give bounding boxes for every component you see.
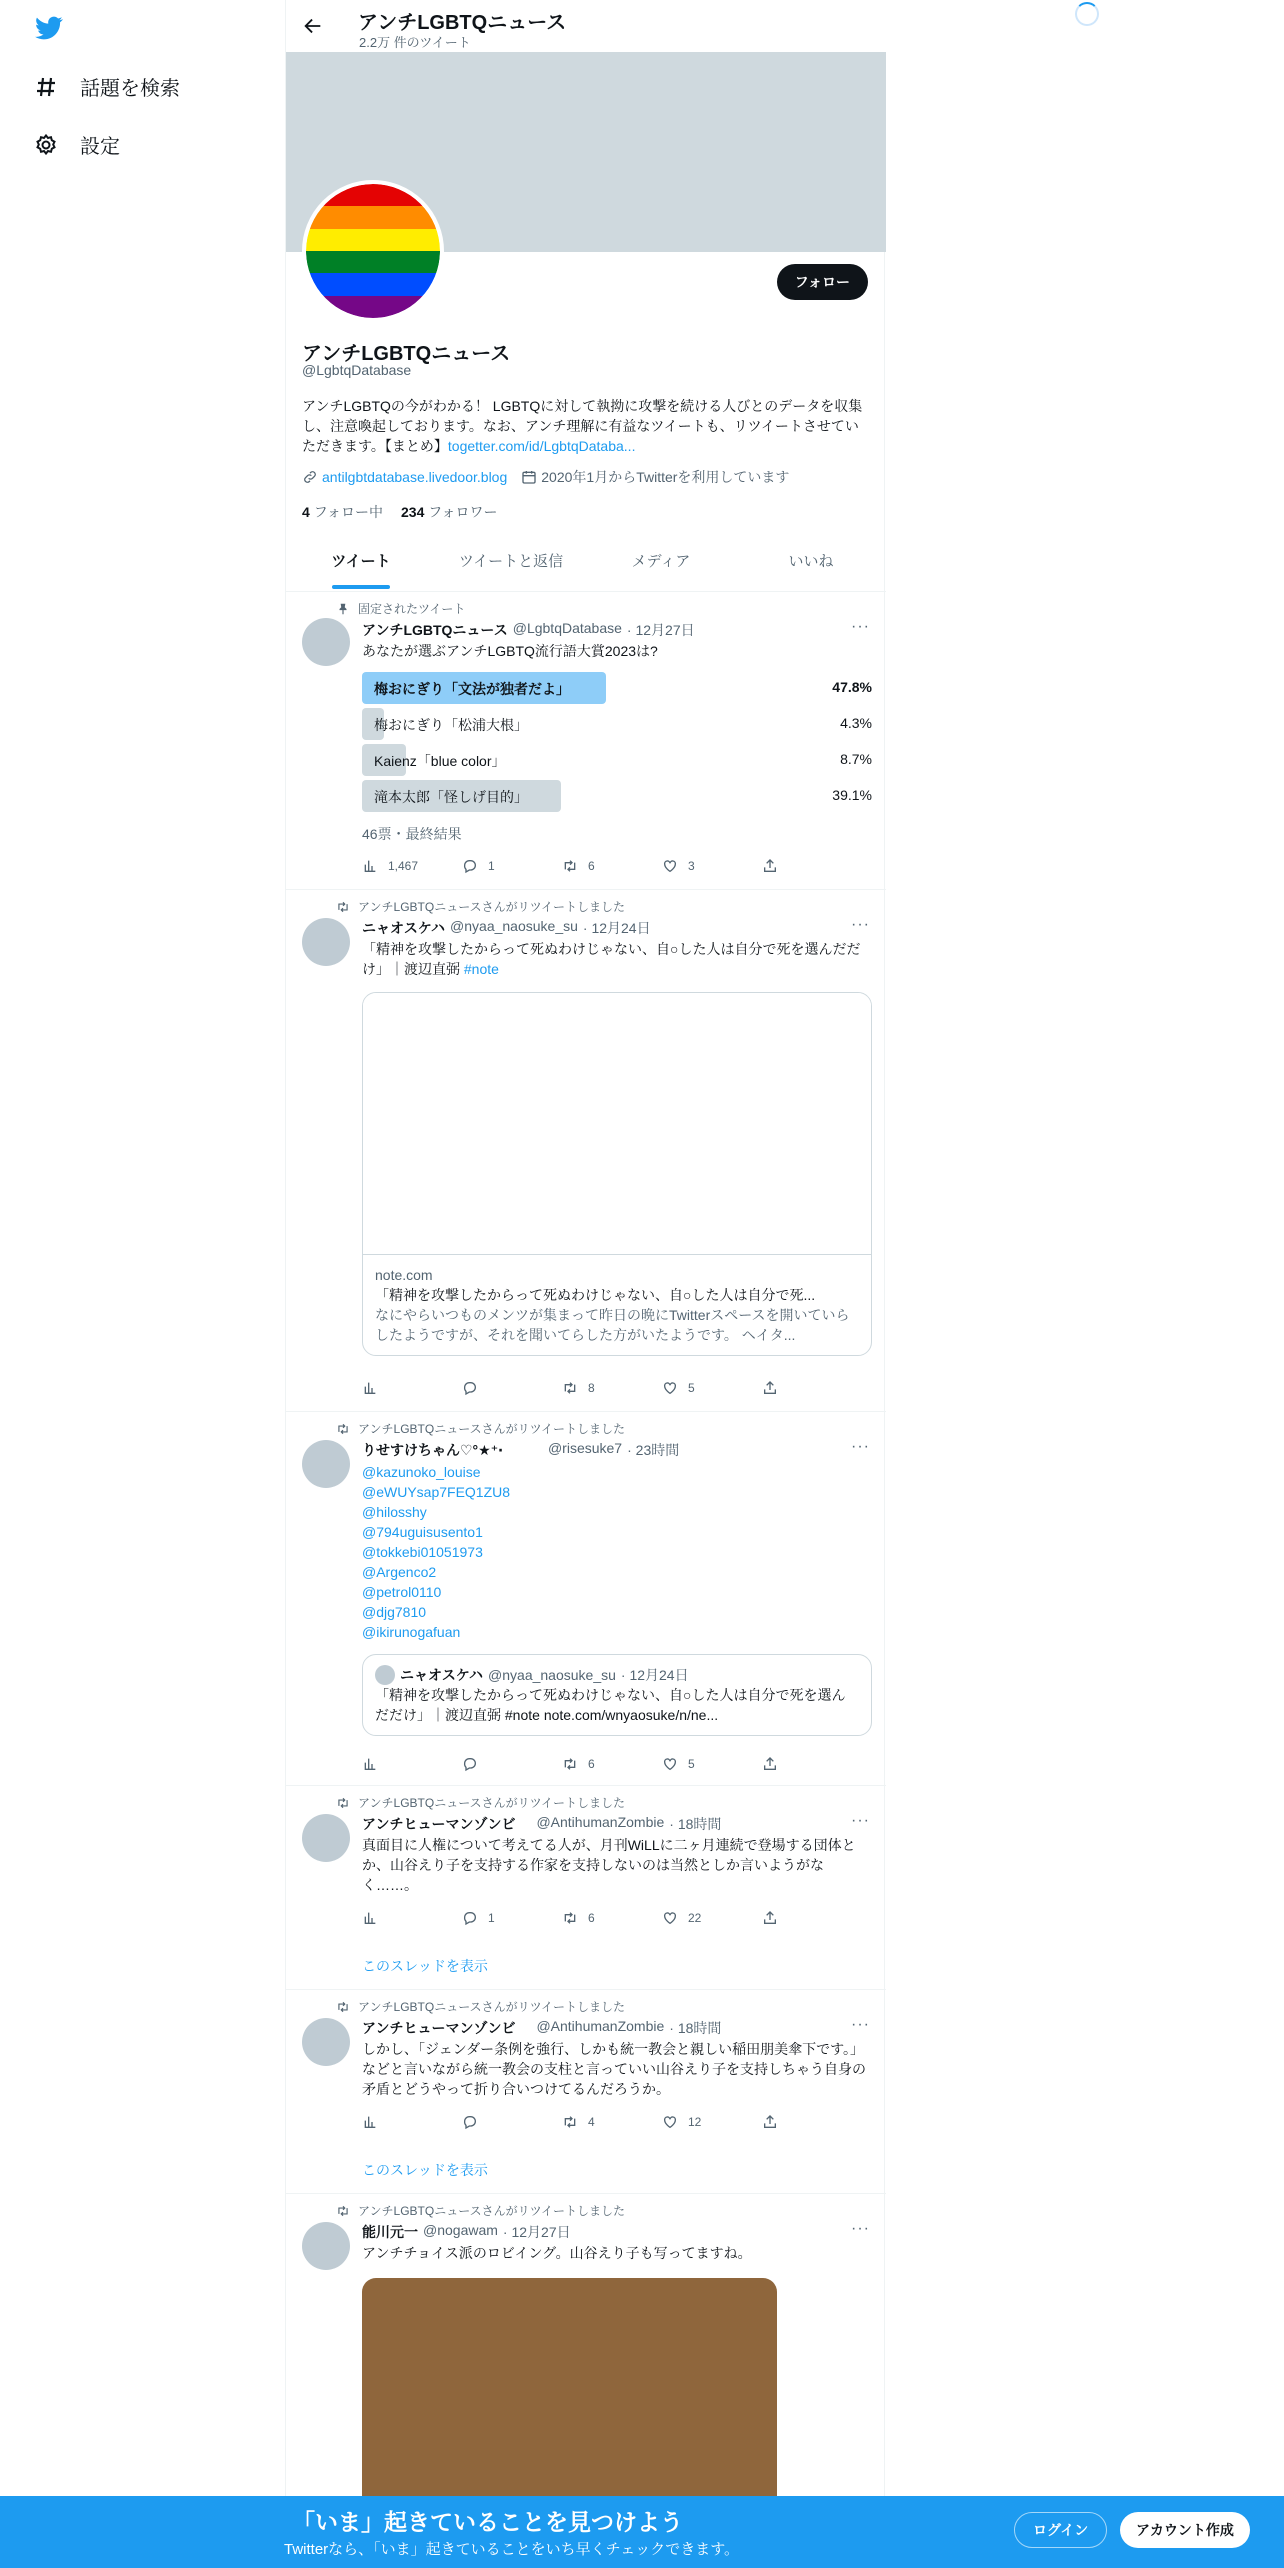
reply-icon bbox=[462, 1756, 478, 1772]
mention-link[interactable]: @tokkebi01051973 bbox=[362, 1544, 483, 1560]
signup-banner bbox=[0, 2496, 1284, 2568]
heart-icon bbox=[662, 2114, 678, 2130]
like-action[interactable] bbox=[662, 1910, 762, 1926]
mention-link[interactable]: @eWUYsap7FEQ1ZU8 bbox=[362, 1484, 511, 1500]
poll-footer: 46票・最終結果 bbox=[362, 826, 462, 842]
retweet-context bbox=[336, 1420, 625, 1437]
rainbow-flag-avatar bbox=[306, 184, 440, 318]
reply-action[interactable] bbox=[462, 1380, 562, 1396]
retweet-context-label: アンチLGBTQニュースさんがリツイートしました bbox=[358, 2204, 625, 2218]
retweet-context-label: アンチLGBTQニュースさんがリツイートしました bbox=[358, 1796, 625, 1810]
nav-explore[interactable] bbox=[34, 72, 180, 101]
poll-option bbox=[362, 708, 872, 740]
retweet-icon bbox=[336, 900, 350, 914]
more-options-icon[interactable]: ··· bbox=[851, 2220, 870, 2237]
reply-action[interactable] bbox=[462, 1756, 562, 1772]
views-icon bbox=[362, 1380, 378, 1396]
like-count: 5 bbox=[688, 1757, 695, 1771]
flag-stripe bbox=[306, 229, 440, 251]
retweet-count: 4 bbox=[588, 2115, 595, 2129]
link-card[interactable] bbox=[362, 992, 872, 1356]
followers-count: 234 bbox=[401, 504, 425, 520]
left-nav bbox=[0, 0, 285, 2568]
reply-action[interactable] bbox=[462, 2114, 562, 2130]
retweet-action[interactable] bbox=[562, 1910, 662, 1926]
retweet-icon bbox=[562, 1380, 578, 1396]
tweet-author-handle[interactable]: @risesuke7 bbox=[547, 1440, 623, 1456]
poll-option-label: Kaienz「blue color」 bbox=[374, 753, 506, 769]
tweet-author-name[interactable]: 能川元一 bbox=[362, 2224, 418, 2240]
poll-option-percent: 47.8% bbox=[832, 679, 872, 695]
link-card-image bbox=[363, 993, 871, 1255]
following-count: 4 bbox=[302, 504, 310, 520]
like-count: 3 bbox=[688, 859, 695, 873]
share-action[interactable] bbox=[762, 1910, 782, 1926]
retweet-icon bbox=[336, 1796, 350, 1810]
more-options-icon[interactable]: ··· bbox=[851, 618, 870, 635]
tweet-author-name[interactable]: ニャオスケハ bbox=[362, 920, 446, 936]
poll-option-percent: 8.7% bbox=[840, 751, 872, 767]
tweet-author-handle[interactable]: @AntihumanZombie bbox=[536, 1814, 665, 1830]
tweet-actions bbox=[362, 1756, 782, 1772]
link-card-domain: note.com bbox=[375, 1267, 433, 1283]
mention-link[interactable]: @hilosshy bbox=[362, 1504, 427, 1520]
loading-spinner-icon bbox=[1075, 2, 1099, 26]
hashtag-link[interactable]: #note bbox=[463, 961, 499, 977]
nav-explore-label: 話題を検索 bbox=[80, 78, 180, 100]
profile-meta bbox=[302, 467, 789, 487]
more-options-icon[interactable]: ··· bbox=[851, 2016, 870, 2033]
profile-column bbox=[285, 0, 885, 2568]
like-action[interactable] bbox=[662, 1380, 762, 1396]
tweet-author-name[interactable]: アンチヒューマンゾンビ bbox=[362, 1816, 516, 1832]
tweet-author-name[interactable]: アンチLGBTQニュース bbox=[362, 622, 508, 638]
retweet-icon bbox=[336, 2000, 350, 2014]
tweet-author-handle[interactable]: @LgbtqDatabase bbox=[512, 620, 622, 636]
tweet-actions bbox=[362, 1380, 782, 1396]
tweet-author-name[interactable]: りせすけちゃん♡°★⁺‧ bbox=[362, 1442, 503, 1458]
retweet-context bbox=[336, 2202, 625, 2219]
link-icon bbox=[302, 469, 318, 485]
tweet-time[interactable]: · 12月27日 bbox=[502, 2224, 571, 2240]
avatar[interactable] bbox=[302, 1814, 350, 1862]
tweet-author-handle[interactable]: @AntihumanZombie bbox=[536, 2018, 665, 2034]
pinned-context bbox=[336, 600, 465, 617]
views-icon bbox=[362, 1756, 378, 1772]
tweet-header bbox=[362, 1440, 679, 1460]
profile-avatar[interactable] bbox=[302, 180, 444, 322]
tweet-retweet[interactable] bbox=[286, 1412, 886, 1786]
tab-likes[interactable]: いいね bbox=[788, 553, 834, 570]
flag-stripe bbox=[306, 251, 440, 273]
profile-handle: @LgbtqDatabase bbox=[302, 362, 412, 378]
following-label: フォロー中 bbox=[313, 504, 383, 520]
link-card-title: 「精神を攻撃したからって死ぬわけじゃない、自○した人は自分で死... bbox=[375, 1287, 816, 1303]
tweet-text bbox=[362, 939, 872, 979]
hashtag-icon bbox=[34, 75, 58, 99]
tweet-text: あなたが選ぶアンチLGBTQ流行語大賞2023は? bbox=[362, 643, 658, 659]
views-action[interactable] bbox=[362, 858, 462, 874]
avatar[interactable] bbox=[302, 2222, 350, 2270]
heart-icon bbox=[662, 858, 678, 874]
like-count: 12 bbox=[688, 2115, 702, 2129]
tab-tweets[interactable]: ツイート bbox=[286, 538, 436, 591]
tweet-media-image[interactable] bbox=[362, 2278, 777, 2518]
tweet-author-handle[interactable]: @nyaa_naosuke_su bbox=[450, 918, 578, 934]
retweet-icon bbox=[336, 1422, 350, 1436]
tweet-text: しかし、「ジェンダー条例を強行、しかも統一教会と親しい稲田朋美傘下です。」などと言いながら統一教会の支柱と言っていい山谷えり子を支持しちゃう自身の矛盾とどうやって折り合いつけてるんだろうか。 bbox=[362, 2041, 866, 2097]
poll bbox=[362, 672, 872, 816]
retweet-action[interactable] bbox=[562, 1756, 662, 1772]
tweet-retweet[interactable] bbox=[286, 2194, 886, 2496]
tweet-retweet[interactable] bbox=[286, 890, 886, 1412]
profile-name: アンチLGBTQニュース bbox=[302, 343, 511, 365]
tweet-retweet[interactable] bbox=[286, 1786, 886, 1990]
profile-joined: 2020年1月からTwitterを利用しています bbox=[541, 469, 790, 485]
tweet-time[interactable]: · 23時間 bbox=[627, 1442, 680, 1458]
retweet-context-label: アンチLGBTQニュースさんがリツイートしました bbox=[358, 1422, 625, 1436]
avatar[interactable] bbox=[302, 2018, 350, 2066]
like-action[interactable] bbox=[662, 2114, 762, 2130]
profile-tabs bbox=[286, 538, 886, 592]
poll-option bbox=[362, 672, 872, 704]
retweet-count: 6 bbox=[588, 859, 595, 873]
reply-action[interactable] bbox=[462, 1910, 562, 1926]
views-action[interactable] bbox=[362, 2114, 462, 2130]
retweet-context bbox=[336, 898, 625, 915]
follow-button[interactable]: フォロー bbox=[777, 264, 868, 300]
retweet-context bbox=[336, 1998, 625, 2015]
tab-media[interactable]: メディア bbox=[631, 553, 691, 570]
retweet-action[interactable] bbox=[562, 1380, 662, 1396]
retweet-context bbox=[336, 1794, 625, 1811]
like-action[interactable] bbox=[662, 858, 762, 874]
gear-icon bbox=[34, 133, 58, 157]
tweet-actions bbox=[362, 1910, 782, 1926]
tweet-header bbox=[362, 918, 651, 938]
followers-link[interactable] bbox=[401, 502, 498, 522]
reply-icon bbox=[462, 1380, 478, 1396]
poll-option-label: 滝本太郎「怪しげ目的」 bbox=[374, 789, 528, 805]
pinned-label: 固定されたツイート bbox=[358, 602, 466, 616]
mention-link[interactable]: @ikirunogafuan bbox=[362, 1624, 461, 1640]
tweet-header bbox=[362, 1814, 721, 1834]
profile-bio bbox=[302, 396, 872, 456]
tweet-time[interactable]: · 12月27日 bbox=[626, 622, 695, 638]
share-action[interactable] bbox=[762, 2114, 782, 2130]
pin-icon bbox=[336, 602, 350, 616]
tweet-actions bbox=[362, 858, 782, 874]
like-action[interactable] bbox=[662, 1756, 762, 1772]
retweet-icon bbox=[562, 1910, 578, 1926]
views-action[interactable] bbox=[362, 1756, 462, 1772]
share-icon bbox=[762, 1910, 778, 1926]
heart-icon bbox=[662, 1380, 678, 1396]
share-action[interactable] bbox=[762, 858, 782, 874]
retweet-count: 8 bbox=[588, 1381, 595, 1395]
flag-stripe bbox=[306, 296, 440, 318]
views-count: 1,467 bbox=[388, 859, 419, 873]
avatar[interactable] bbox=[302, 1440, 350, 1488]
reply-icon bbox=[462, 1910, 478, 1926]
views-icon bbox=[362, 2114, 378, 2130]
retweet-count: 6 bbox=[588, 1757, 595, 1771]
follow-stats bbox=[302, 502, 498, 522]
reply-count: 1 bbox=[488, 1911, 495, 1925]
reply-count: 1 bbox=[488, 859, 495, 873]
tweet-time[interactable]: · 12月24日 bbox=[582, 920, 651, 936]
poll-option-label: 梅おにぎり「文法が独者だよ」 bbox=[374, 681, 570, 697]
header-tweet-count: 2.2万 件のツイート bbox=[359, 35, 471, 50]
mention-link[interactable]: @djg7810 bbox=[362, 1604, 427, 1620]
retweet-context-label: アンチLGBTQニュースさんがリツイートしました bbox=[358, 2000, 625, 2014]
retweet-icon bbox=[562, 858, 578, 874]
twitter-logo-icon[interactable] bbox=[34, 14, 64, 42]
more-options-icon[interactable]: ··· bbox=[851, 1438, 870, 1455]
link-card-description: なにやらいつものメンツが集まって昨日の晩にTwitterスペースを開いていらしたようですが、それを聞いてらした方がいたようです。 ヘイタ... bbox=[375, 1307, 850, 1343]
share-icon bbox=[762, 1756, 778, 1772]
quoted-avatar bbox=[375, 1665, 395, 1685]
tweet-retweet[interactable] bbox=[286, 1990, 886, 2194]
tweet-text: 真面目に人権について考えてる人が、月刊WiLLに二ヶ月連続で登場する団体とか、山谷えり子を支持する作家を支持しないのは当然としか言いようがなく……。 bbox=[362, 1837, 856, 1893]
show-thread-link[interactable]: このスレッドを表示 bbox=[362, 2162, 488, 2178]
poll-option-percent: 4.3% bbox=[840, 715, 872, 731]
following-link[interactable] bbox=[302, 502, 383, 522]
mentions-list bbox=[362, 1462, 510, 1642]
quoted-author-name: ニャオスケハ bbox=[400, 1667, 484, 1683]
tweet-author-handle[interactable]: @nogawam bbox=[423, 2222, 498, 2238]
nav-settings-label: 設定 bbox=[80, 136, 120, 158]
back-arrow-icon[interactable] bbox=[302, 15, 324, 37]
retweet-icon bbox=[562, 1756, 578, 1772]
flag-stripe bbox=[306, 206, 440, 228]
tweet-pinned[interactable] bbox=[286, 592, 886, 890]
quoted-text: 「精神を攻撃したからって死ぬわけじゃない、自○した人は自分で死を選んだだけ」｜渡辺直弼 #note note.com/wnyaosuke/n/ne... bbox=[375, 1687, 846, 1723]
poll-option bbox=[362, 780, 872, 812]
link-card-info bbox=[363, 1255, 871, 1355]
share-icon bbox=[762, 858, 778, 874]
profile-website[interactable]: antilgbtdatabase.livedoor.blog bbox=[322, 469, 508, 485]
reply-icon bbox=[462, 2114, 478, 2130]
share-action[interactable] bbox=[762, 1756, 782, 1772]
avatar[interactable] bbox=[302, 918, 350, 966]
poll-option-label: 梅おにぎり「松浦大根」 bbox=[374, 717, 528, 733]
flag-stripe bbox=[306, 273, 440, 295]
mention-link[interactable]: @petrol0110 bbox=[362, 1584, 442, 1600]
poll-option-percent: 39.1% bbox=[832, 787, 872, 803]
more-options-icon[interactable]: ··· bbox=[851, 1812, 870, 1829]
avatar[interactable] bbox=[302, 618, 350, 666]
retweet-action[interactable] bbox=[562, 858, 662, 874]
bio-text: アンチLGBTQの今がわかる！ LGBTQに対して執拗に攻撃を続ける人びとのデータを収集し、注意喚起しております。なお、アンチ理解に有益なツイートも、リツイートさせていただきます。【まとめ】 bbox=[302, 398, 863, 454]
header-title: アンチLGBTQニュース bbox=[358, 12, 567, 34]
share-icon bbox=[762, 2114, 778, 2130]
heart-icon bbox=[662, 1910, 678, 1926]
views-action[interactable] bbox=[362, 1380, 462, 1396]
retweet-count: 6 bbox=[588, 1911, 595, 1925]
heart-icon bbox=[662, 1756, 678, 1772]
share-icon bbox=[762, 1380, 778, 1396]
mention-link[interactable]: @kazunoko_louise bbox=[362, 1464, 481, 1480]
tweet-header bbox=[362, 2018, 721, 2038]
share-action[interactable] bbox=[762, 1380, 782, 1396]
tweet-header bbox=[362, 2222, 571, 2242]
mention-link[interactable]: @Argenco2 bbox=[362, 1564, 437, 1580]
quoted-tweet-header bbox=[375, 1665, 859, 1685]
tweet-text: アンチチョイス派のロビイング。山谷えり子も写ってますね。 bbox=[362, 2245, 752, 2261]
tweet-header bbox=[362, 620, 695, 640]
tweet-time[interactable]: · 18時間 bbox=[669, 2020, 722, 2036]
login-button[interactable]: ログイン bbox=[1014, 2512, 1107, 2548]
signup-headline: 「いま」起きていることを見つけよう bbox=[292, 2509, 683, 2535]
reply-icon bbox=[462, 858, 478, 874]
views-action[interactable] bbox=[362, 1910, 462, 1926]
retweet-context-label: アンチLGBTQニュースさんがリツイートしました bbox=[358, 900, 625, 914]
calendar-icon bbox=[521, 469, 537, 485]
mention-link[interactable]: @794uguisusento1 bbox=[362, 1524, 483, 1540]
views-icon bbox=[362, 1910, 378, 1926]
profile-header-bar bbox=[286, 0, 886, 52]
views-icon bbox=[362, 858, 378, 874]
more-options-icon[interactable]: ··· bbox=[851, 916, 870, 933]
signup-button[interactable]: アカウント作成 bbox=[1120, 2512, 1250, 2548]
followers-label: フォロワー bbox=[428, 504, 498, 520]
poll-option bbox=[362, 744, 872, 776]
quoted-tweet[interactable] bbox=[362, 1654, 872, 1736]
signup-subline: Twitterなら、「いま」起きていることをいち早くチェックできます。 bbox=[284, 2541, 740, 2558]
tab-tweets-replies[interactable]: ツイートと返信 bbox=[458, 553, 564, 570]
tweet-text-body: 「精神を攻撃したからって死ぬわけじゃない、自○した人は自分で死を選んだだけ」｜渡辺直弼 bbox=[362, 941, 861, 977]
like-count: 5 bbox=[688, 1381, 695, 1395]
show-thread-link[interactable]: このスレッドを表示 bbox=[362, 1958, 488, 1974]
tweet-time[interactable]: · 18時間 bbox=[669, 1816, 722, 1832]
bio-link[interactable]: togetter.com/id/LgbtqDataba... bbox=[447, 438, 636, 454]
tweet-actions bbox=[362, 2114, 782, 2130]
retweet-action[interactable] bbox=[562, 2114, 662, 2130]
tweet-author-name[interactable]: アンチヒューマンゾンビ bbox=[362, 2020, 516, 2036]
reply-action[interactable] bbox=[462, 858, 562, 874]
nav-settings[interactable] bbox=[34, 130, 120, 159]
quoted-author-handle: @nyaa_naosuke_su bbox=[488, 1667, 616, 1683]
retweet-icon bbox=[336, 2204, 350, 2218]
retweet-icon bbox=[562, 2114, 578, 2130]
like-count: 22 bbox=[688, 1911, 702, 1925]
quoted-time: · 12月24日 bbox=[620, 1667, 689, 1683]
